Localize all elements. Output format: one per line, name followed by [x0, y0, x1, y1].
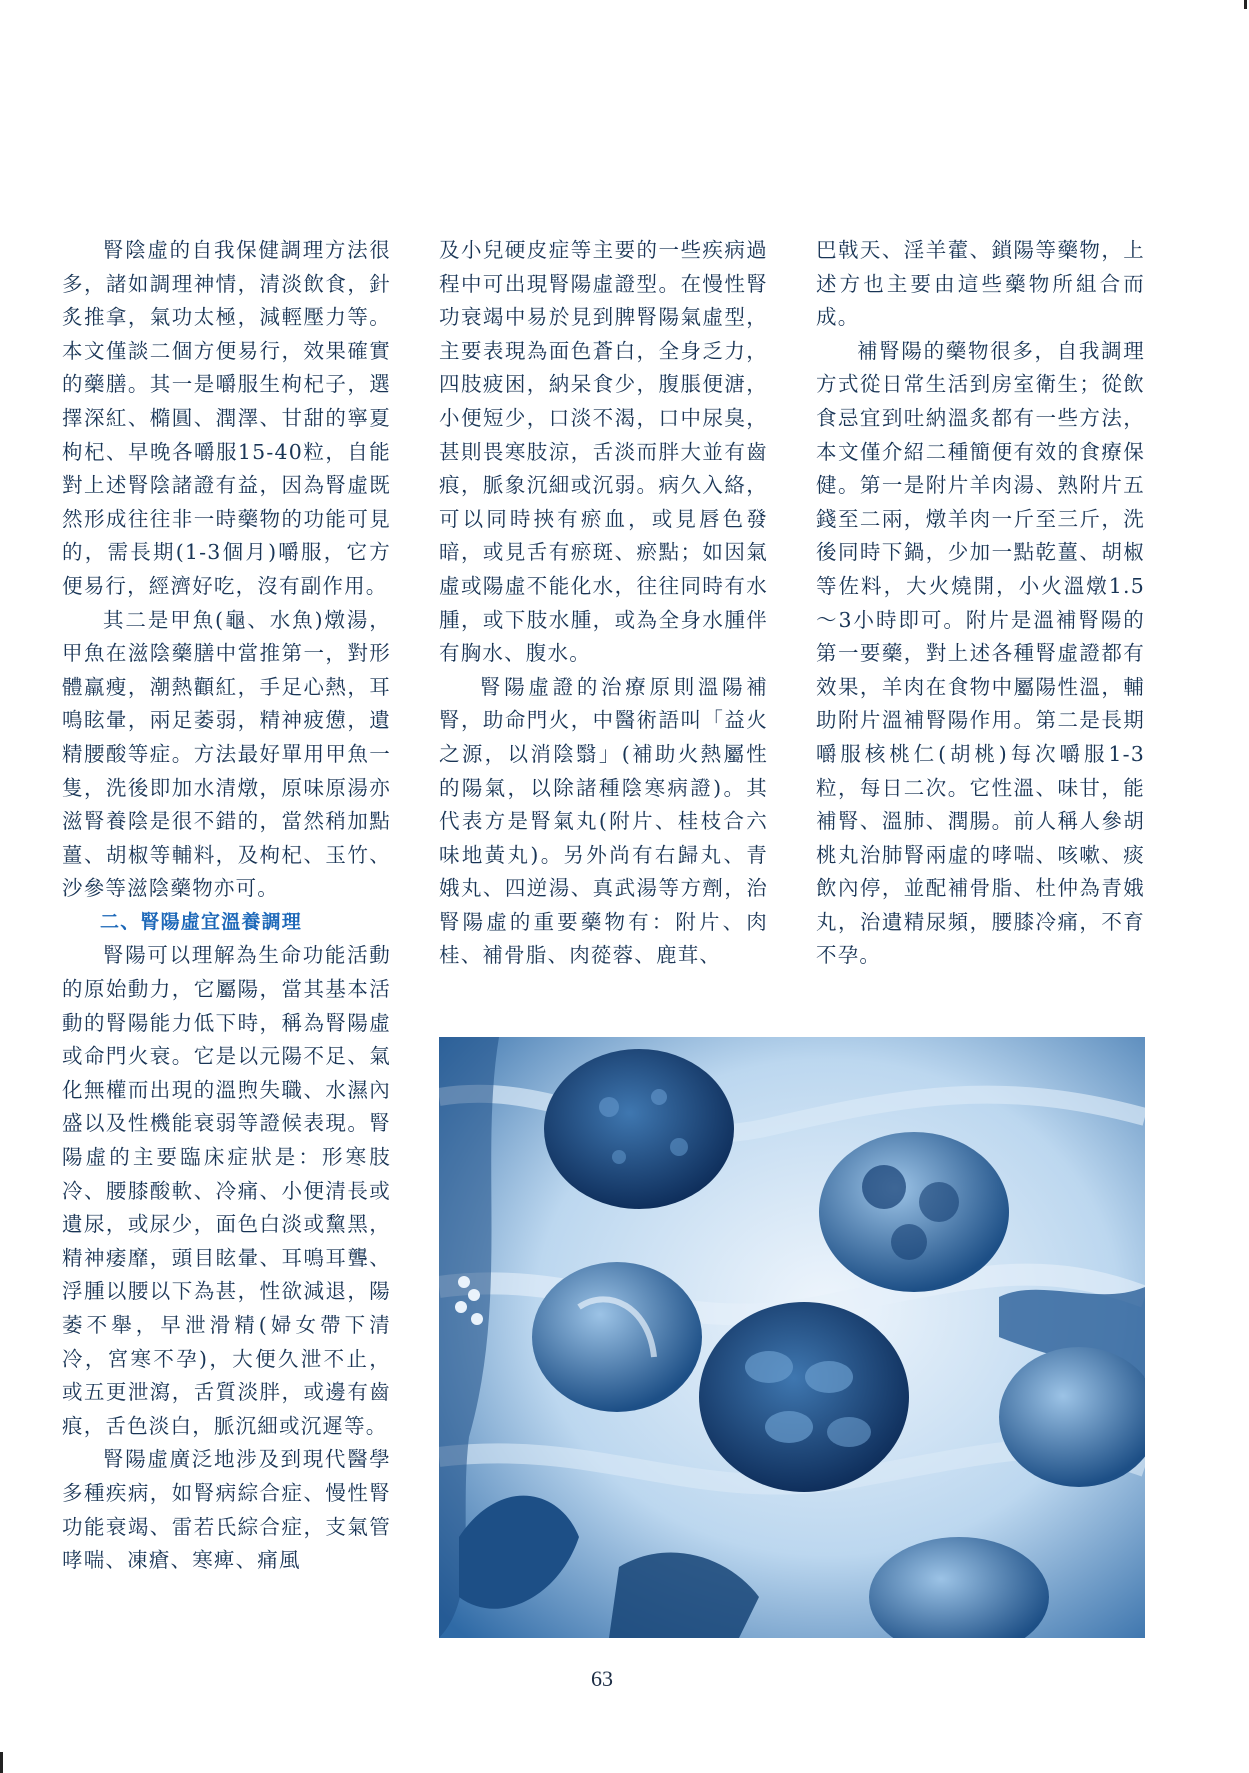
paragraph: 腎陽虛廣泛地涉及到現代醫學多種疾病，如腎病綜合症、慢性腎功能衰竭、雷若氏綜合症，支氣管哮喘、凍瘡、寒痺、痛風	[62, 1447, 391, 1573]
herbal-medicine-photo	[439, 1037, 1145, 1638]
photo-illustration	[439, 1037, 1145, 1638]
goji-pile	[544, 1049, 734, 1209]
sliced-herb-pile	[699, 1302, 909, 1492]
scan-edge-mark-bottom	[0, 1752, 3, 1773]
page-number: 63	[591, 1666, 613, 1691]
paragraph: 其二是甲魚(龜、水魚)燉湯，甲魚在滋陰藥膳中當推第一，對形體羸瘦，潮熱顴紅，手足心熱，耳鳴眩暈，兩足萎弱，精神疲憊，遺精腰酸等症。方法最好單用甲魚一隻，洗後即加水清燉，原味原湯亦滋腎養陰是很不錯的，當然稍加點薑、胡椒等輔料，及枸杞、玉竹、沙參等滋陰藥物亦可。	[62, 607, 391, 901]
paragraph-continued: 及小兒硬皮症等主要的一些疾病過程中可出現腎陽虛證型。在慢性腎功衰竭中易於見到脾腎陽氣虛型，主要表現為面色蒼白，全身乏力，四肢疲困，納呆食少，腹脹便溏，小便短少，口淡不渴，口中尿臭，甚則畏寒肢涼，舌淡而胖大並有齒痕，脈象沉細或沉弱。病久入絡，可以同時挾有瘀血，或見唇色發暗，或見舌有瘀斑、瘀點；如因氣虛或陽虛不能化水，往往同時有水腫，或下肢水腫，或為全身水腫伴有胸水、腹水。	[439, 238, 768, 666]
paragraph: 腎陽可以理解為生命功能活動的原始動力，它屬陽，當其基本活動的腎陽能力低下時，稱為腎陽虛或命門火衰。它是以元陽不足、氣化無權而出現的溫煦失職、水濕內盛以及性機能衰弱等證候表現。腎陽虛的主要臨床症狀是：形寒肢冷、腰膝酸軟、冷痛、小便清長或遺尿，或尿少，面色白淡或黧黑，精神痿靡，頭目眩暈、耳鳴耳聾、浮腫以腰以下為甚，性欲減退，陽萎不舉，早泄滑精(婦女帶下清冷，宮寒不孕)，大便久泄不止，或五更泄瀉，舌質淡胖，或邊有齒痕，舌色淡白，脈沉細或沉遲等。	[62, 943, 391, 1438]
text-column-3	[816, 234, 1145, 973]
text-column-2	[439, 234, 768, 973]
paragraph-continued: 巴戟天、淫羊藿、鎖陽等藥物，上述方也主要由這些藥物所組合而成。	[816, 238, 1145, 330]
walnut-pile	[819, 1132, 1009, 1292]
herb-pile-left	[532, 1262, 702, 1412]
paragraph: 腎陽虛證的治療原則溫陽補腎，助命門火，中醫術語叫「益火之源，以消陰翳」(補助火熱屬性的陽氣，以除諸種陰寒病證)。其代表方是腎氣丸(附片、桂枝合六味地黃丸)。另外尚有右歸丸、青娥丸、四逆湯、真武湯等方劑，治腎陽虛的重要藥物有：附片、肉桂、補骨脂、肉蓯蓉、鹿茸、	[439, 674, 768, 968]
text-column-1	[62, 234, 391, 1578]
paragraph: 腎陰虛的自我保健調理方法很多，諸如調理神情，清淡飲食，針炙推拿，氣功太極，減輕壓力等。本文僅談二個方便易行，效果確實的藥膳。其一是嚼服生枸杞子，選擇深紅、橢圓、潤澤、甘甜的寧夏枸杞、早晚各嚼服15-40粒，自能對上述腎陰諸證有益，因為腎虛既然形成往往非一時藥物的功能可見的，需長期(1-3個月)嚼服，它方便易行，經濟好吃，沒有副作用。	[62, 238, 391, 598]
paragraph: 補腎陽的藥物很多，自我調理方式從日常生活到房室衛生；從飲食忌宜到吐納溫炙都有一些方法，本文僅介紹二種簡便有效的食療保健。第一是附片羊肉湯、熟附片五錢至二兩，燉羊肉一斤至三斤，洗後同時下鍋，少加一點乾薑、胡椒等佐料，大火燒開，小火溫燉1.5～3小時即可。附片是溫補腎陽的第一要藥，對上述各種腎虛證都有效果，羊肉在食物中屬陽性溫，輔助附片溫補腎陽作用。第二是長期嚼服核桃仁(胡桃)每次嚼服1-3粒，每日二次。它性溫、味甘，能補腎、溫肺、潤腸。前人稱人參胡桃丸治肺腎兩虛的哮喘、咳嗽、痰飲內停，並配補骨脂、杜仲為青娥丸，治遺精尿頻，腰膝冷痛，不育不孕。	[816, 338, 1145, 968]
section-heading: 二、腎陽虛宜溫養調理	[100, 910, 303, 933]
scan-edge-mark-top	[1244, 0, 1247, 9]
